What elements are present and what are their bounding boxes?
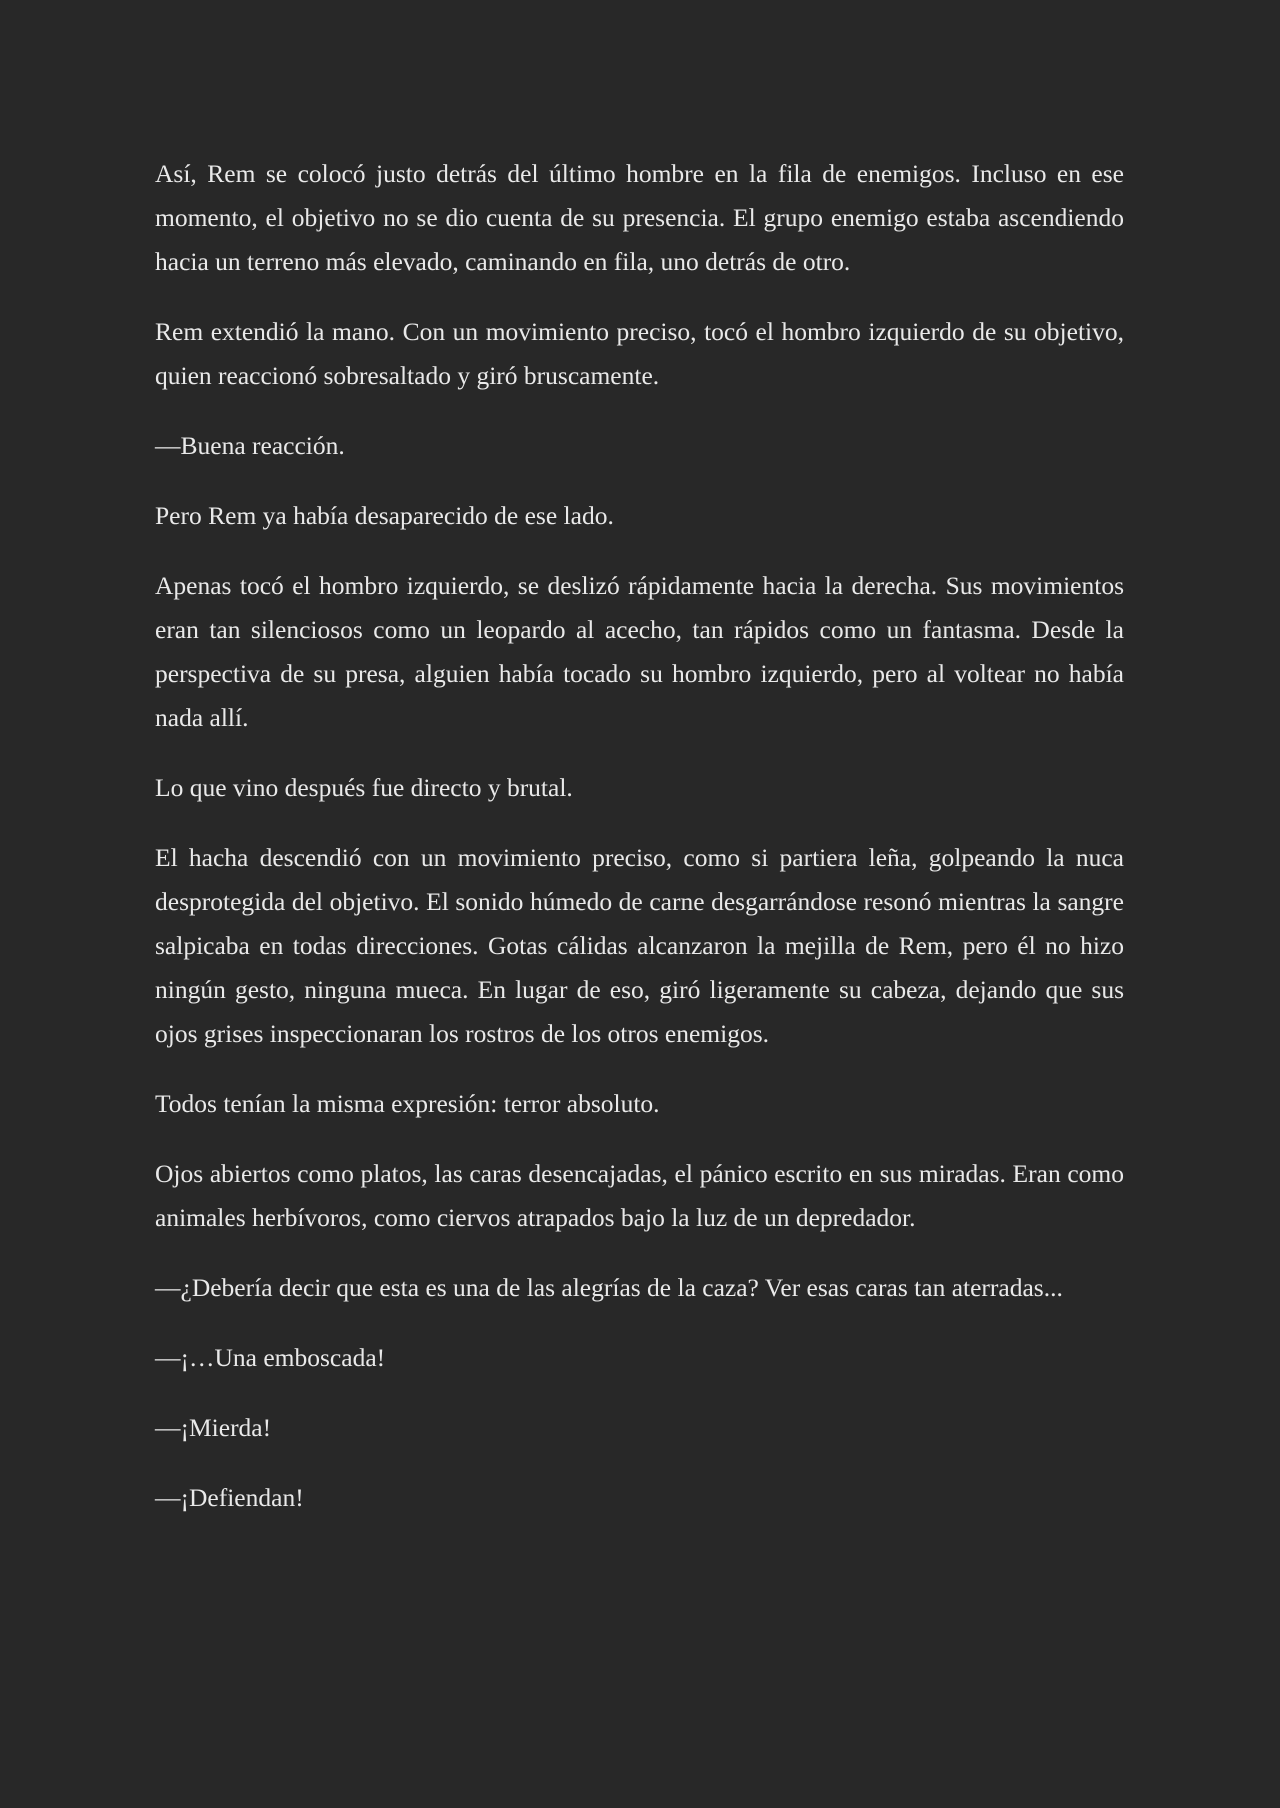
dialogue-line: —¿Debería decir que esta es una de las alegrías de la caza? Ver esas caras tan aterradas... [155, 1273, 1063, 1302]
dialogue-line: —¡Mierda! [155, 1413, 272, 1442]
paragraph: Lo que vino después fue directo y brutal. [155, 773, 573, 802]
dialogue-line: —Buena reacción. [155, 431, 345, 460]
paragraph: Así, Rem se colocó justo detrás del último hombre en la fila de enemigos. Incluso en ese momento, el objetivo no se dio cuenta de su presencia. El grupo enemigo estaba ascendiendo hacia un terreno más elevado, caminando en fila, uno detrás de otro. [155, 159, 1124, 276]
dialogue-line: —¡…Una emboscada! [155, 1343, 386, 1372]
paragraph: Ojos abiertos como platos, las caras desencajadas, el pánico escrito en sus miradas. Eran como animales herbívoros, como ciervos atrapados bajo la luz de un depredador. [155, 1159, 1124, 1232]
paragraph: Pero Rem ya había desaparecido de ese lado. [155, 501, 614, 530]
paragraph: Rem extendió la mano. Con un movimiento preciso, tocó el hombro izquierdo de su objetivo, quien reaccionó sobresaltado y giró bruscamente. [155, 317, 1124, 390]
paragraph: El hacha descendió con un movimiento preciso, como si partiera leña, golpeando la nuca desprotegida del objetivo. El sonido húmedo de carne desgarrándose resonó mientras la sangre salpicaba en todas direcciones. Gotas cálidas alcanzaron la mejilla de Rem, pero él no hizo ningún gesto, ninguna mueca. En lugar de eso, giró ligeramente su cabeza, dejando que sus ojos grises inspeccionaran los rostros de los otros enemigos. [155, 843, 1124, 1048]
paragraph: Apenas tocó el hombro izquierdo, se deslizó rápidamente hacia la derecha. Sus movimientos eran tan silenciosos como un leopardo al acecho, tan rápidos como un fantasma. Desde la perspectiva de su presa, alguien había tocado su hombro izquierdo, pero al voltear no había nada allí. [155, 571, 1124, 732]
paragraph: Todos tenían la misma expresión: terror absoluto. [155, 1089, 660, 1118]
dialogue-line: —¡Defiendan! [155, 1483, 304, 1512]
chapter-text [155, 152, 1124, 1520]
